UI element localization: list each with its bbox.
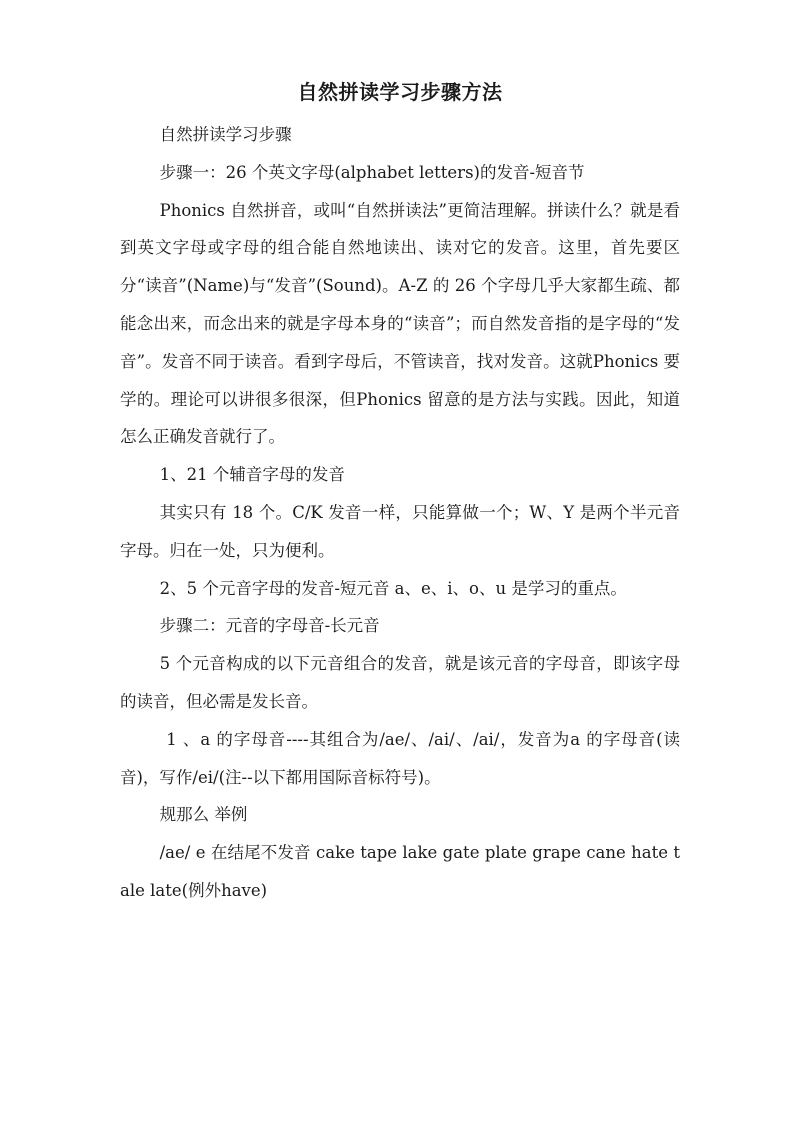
paragraph-consonants-heading: 1、21 个辅音字母的发音	[159, 465, 345, 485]
document-title: 自然拼读学习步骤方法	[297, 80, 503, 104]
paragraph-vowels-heading: 2、5 个元音字母的发音-短元音 a、e、i、o、u 是学习的重点。	[159, 578, 627, 598]
paragraph-ae-example: /ae/ e 在结尾不发音 cake tape lake gate plate grape cane hate tale late(例外have)	[120, 843, 680, 900]
paragraph-consonants-note: 其实只有 18 个。C/K 发音一样，只能算做一个；W、Y 是两个半元音字母。归在一处，只为便利。	[120, 502, 680, 560]
paragraph-heading: 自然拼读学习步骤	[159, 125, 292, 144]
paragraph-phonics-intro: Phonics 自然拼音，或叫“自然拼读法”更简洁理解。拼读什么？就是看到英文字母或字母的组合能自然地读出、读对它的发音。这里，首先要区分“读音”(Name)与“发音”(Sound)。A-Z 的 26 个字母几乎大家都生疏、都能念出来，而念出来的就是字母本身的“读音”；而自然发音指的是字母的“发音”。发音不同于读音。看到字母后，不管读音，找对发音。这就Phonics 要学的。理论可以讲很多很深，但Phonics 留意的是方法与实践。因此，知道怎么正确发音就行了。	[120, 200, 680, 447]
paragraph-step-two: 步骤二：元音的字母音-长元音	[159, 616, 380, 636]
paragraph-letter-a: 1 、a 的字母音----其组合为/ae/、/ai/、/ai/，发音为a 的字母音(读音)，写作/ei/(注--以下都用国际音标符号)。	[120, 729, 680, 787]
paragraph-long-vowels: 5 个元音构成的以下元音组合的发音，就是该元音的字母音，即该字母的读音，但必需是发长音。	[120, 654, 680, 711]
paragraph-rule-example-heading: 规那么 举例	[159, 805, 248, 825]
paragraph-step-one: 步骤一：26 个英文字母(alphabet letters)的发音-短音节	[159, 162, 585, 182]
document-body	[120, 116, 680, 910]
